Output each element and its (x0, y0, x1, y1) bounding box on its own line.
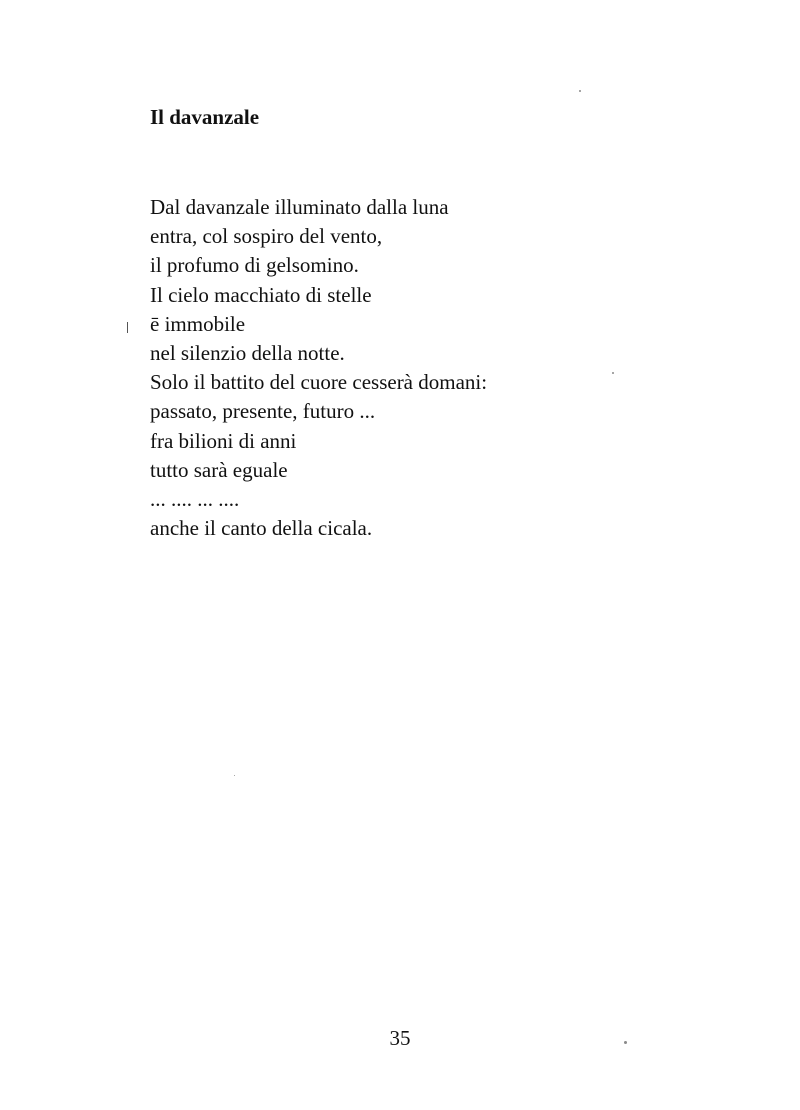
poem-line: fra bilioni di anni (150, 428, 297, 453)
poem-title: Il davanzale (150, 105, 260, 129)
poem-line: passato, presente, futuro ... (150, 399, 376, 424)
poem-body (150, 193, 487, 543)
poem-line: anche il canto della cicala. (150, 516, 373, 541)
poem-line: ... .... ... .... (150, 486, 240, 511)
poem-line: Dal davanzale illuminato dalla luna (150, 195, 449, 219)
scan-speck (612, 372, 614, 374)
poem-line: Solo il battito del cuore cesserà domani: (150, 370, 488, 395)
poem-line: tutto sarà eguale (150, 457, 288, 482)
scan-speck (579, 90, 581, 92)
margin-mark (127, 322, 128, 333)
poem-line: nel silenzio della notte. (150, 340, 345, 365)
page-number: 35 (389, 1026, 411, 1050)
scan-speck (624, 1041, 627, 1044)
poem-line: ē immobile (150, 311, 246, 336)
scan-speck (234, 775, 235, 776)
poem-line: il profumo di gelsomino. (150, 253, 359, 278)
poem-line: entra, col sospiro del vento, (150, 224, 383, 249)
poem-line: Il cielo macchiato di stelle (150, 282, 372, 307)
